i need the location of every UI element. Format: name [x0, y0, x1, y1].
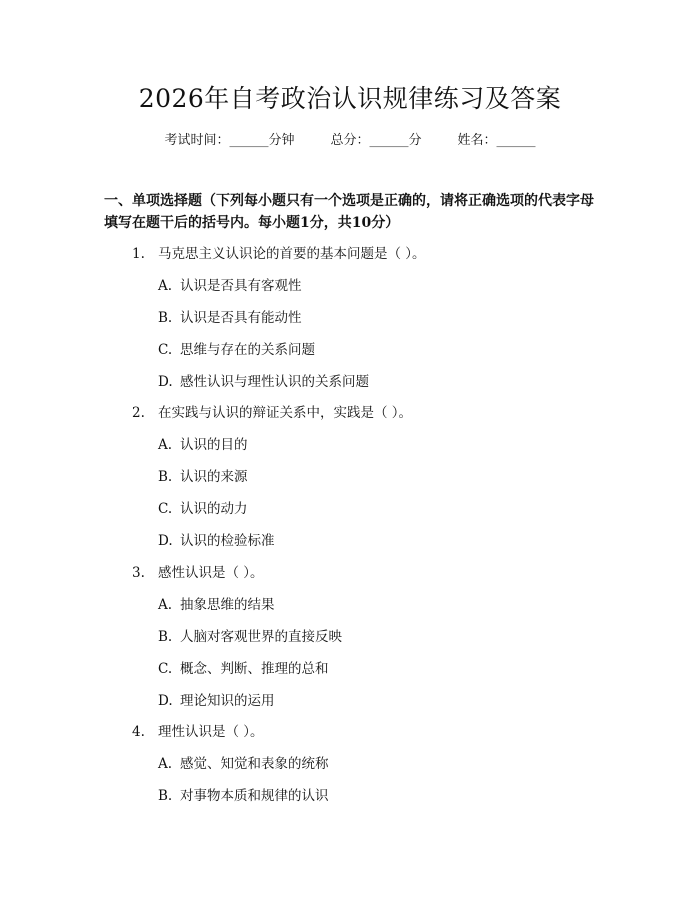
option [158, 500, 248, 518]
option [158, 755, 329, 773]
question-number: 1. [132, 246, 145, 262]
section-heading: 一、单项选择题（下列每小题只有一个选项是正确的，请将正确选项的代表字母填写在题干后的括号内。每小题1分，共10分） [104, 193, 594, 231]
name-field [458, 132, 536, 150]
name-blank: ______ [496, 133, 536, 148]
option [158, 628, 342, 646]
page-title: 2026年自考政治认识规律练习及答案 [138, 84, 562, 113]
option [158, 532, 275, 550]
option-letter: C. [158, 342, 173, 358]
name-label: 姓名： [457, 133, 497, 148]
option [158, 596, 275, 614]
option-letter: A. [158, 756, 173, 772]
option [158, 277, 302, 295]
option-text: 认识的目的 [180, 437, 248, 453]
option-letter: D. [158, 693, 173, 709]
option-text: 感性认识与理性认识的关系问题 [180, 374, 369, 390]
option-text: 认识是否具有客观性 [180, 278, 302, 294]
question [132, 245, 426, 263]
question [132, 723, 264, 741]
option-letter: C. [158, 501, 173, 517]
option-text: 概念、判断、推理的总和 [180, 661, 329, 677]
option [158, 309, 302, 327]
question [132, 564, 264, 582]
option [158, 436, 248, 454]
option-letter: A. [158, 437, 173, 453]
option-letter: C. [158, 661, 173, 677]
option-text: 感觉、知觉和表象的统称 [180, 756, 329, 772]
option-letter: A. [158, 597, 173, 613]
question-text: 马克思主义认识论的首要的基本问题是（ ）。 [158, 246, 426, 262]
option [158, 341, 315, 359]
exam-info-line [0, 132, 700, 150]
question-text: 感性认识是（ ）。 [158, 565, 264, 581]
exam-time-unit: 分钟 [268, 133, 295, 148]
option-text: 思维与存在的关系问题 [180, 342, 315, 358]
option-letter: B. [158, 469, 173, 485]
question-number: 2. [132, 405, 145, 421]
option-text: 对事物本质和规律的认识 [180, 788, 329, 804]
option-text: 人脑对客观世界的直接反映 [180, 629, 342, 645]
option-text: 抽象思维的结果 [180, 597, 275, 613]
option-letter: B. [158, 788, 173, 804]
option-letter: B. [158, 629, 173, 645]
option-letter: D. [158, 374, 173, 390]
option-letter: B. [158, 310, 173, 326]
option [158, 373, 369, 391]
option-letter: A. [158, 278, 173, 294]
question-text: 在实践与认识的辩证关系中，实践是（ ）。 [158, 405, 413, 421]
question-text: 理性认识是（ ）。 [158, 724, 264, 740]
question-number: 3. [132, 565, 145, 581]
option [158, 692, 275, 710]
total-score-label: 总分： [330, 133, 370, 148]
option [158, 660, 329, 678]
option-letter: D. [158, 533, 173, 549]
option-text: 认识的动力 [180, 501, 248, 517]
option [158, 787, 329, 805]
question-number: 4. [132, 724, 145, 740]
exam-time-field [164, 132, 294, 150]
question [132, 404, 412, 422]
exam-time-blank: ______ [229, 133, 269, 148]
option-text: 认识是否具有能动性 [180, 310, 302, 326]
option [158, 468, 248, 486]
option-text: 理论知识的运用 [180, 693, 275, 709]
option-text: 认识的检验标准 [180, 533, 275, 549]
total-score-field [330, 132, 421, 150]
exam-time-label: 考试时间： [164, 133, 230, 148]
total-score-blank: ______ [369, 133, 409, 148]
option-text: 认识的来源 [180, 469, 248, 485]
total-score-unit: 分 [408, 133, 422, 148]
